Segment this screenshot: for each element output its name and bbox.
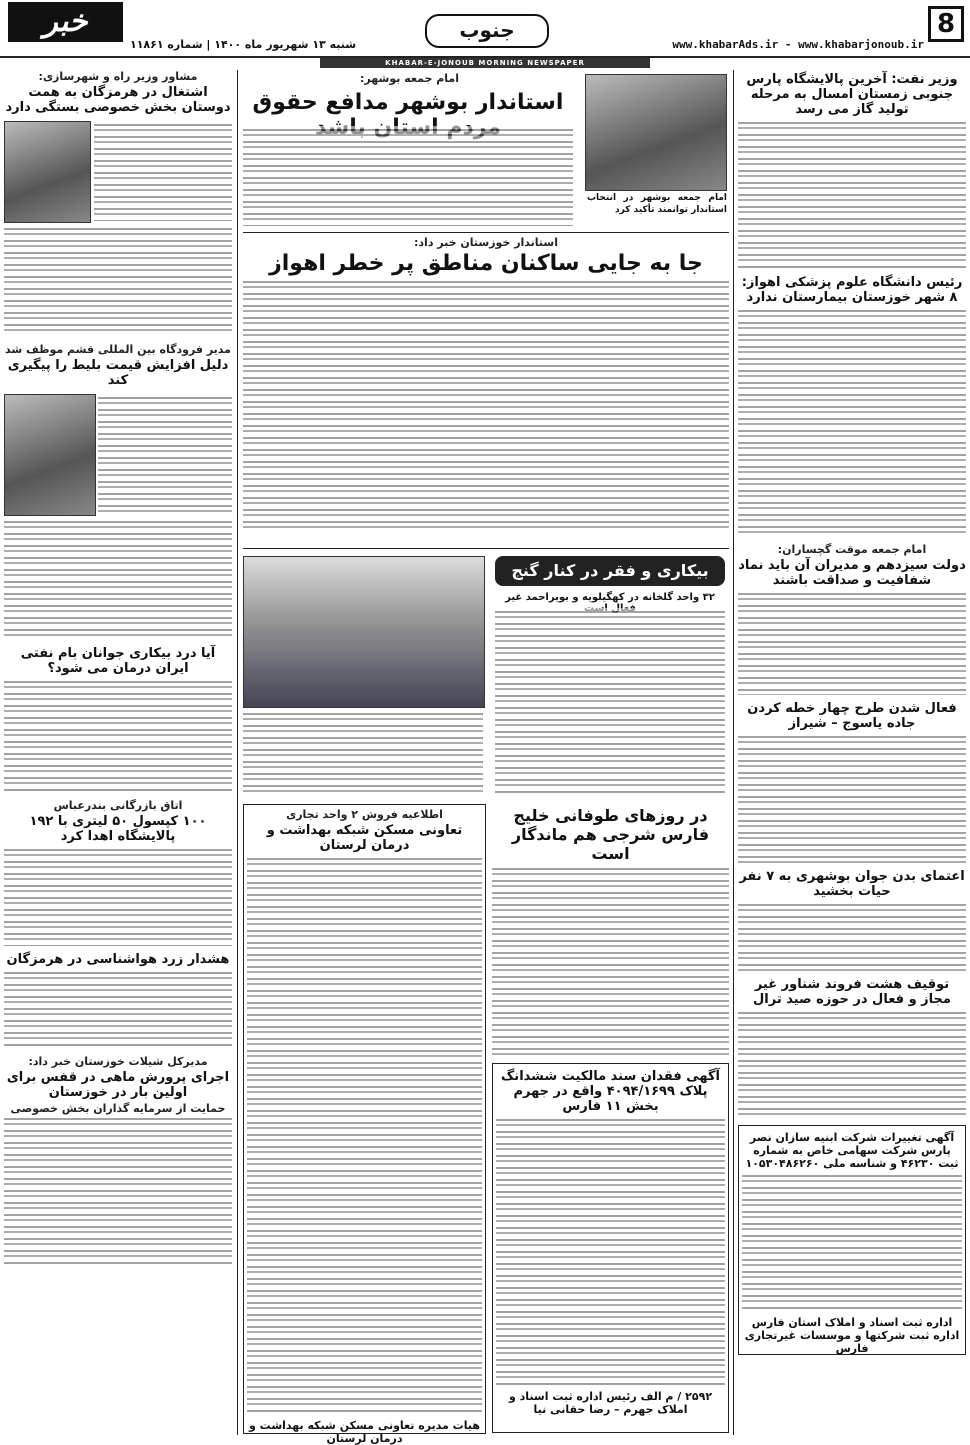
kicker: امام جمعه بوشهر: bbox=[360, 72, 459, 85]
headline: دلیل افزایش قیمت بلیط را پیگیری کند bbox=[7, 358, 229, 388]
notice-signature: هیات مدیره تعاونی مسکن شبکه بهداشت و درمان لرستان bbox=[249, 1419, 480, 1445]
article-body bbox=[4, 518, 232, 638]
right-column bbox=[738, 70, 966, 1438]
headline: فعال شدن طرح چهار خطه کردن جاده یاسوج – شیراز bbox=[747, 701, 957, 731]
greenhouse-story bbox=[243, 552, 729, 800]
article-body bbox=[492, 865, 729, 1055]
section-label: جنوب bbox=[425, 14, 549, 48]
article-body bbox=[4, 225, 232, 335]
notice-title: آگهی تغییرات شرکت ابنیه سازان نصر پارس شرکت سهامی خاص به شماره ثبت ۴۶۲۳۰ و شناسه ملی ۱۰۵۳۰۴۸۶۲۶۰ bbox=[745, 1131, 959, 1170]
story-block bbox=[4, 390, 232, 640]
website-urls[interactable]: www.khabarAds.ir - www.khabarjonoub.ir bbox=[672, 38, 924, 51]
article-body bbox=[94, 121, 232, 221]
notice-title: آگهی فقدان سند مالکیت ششدانگ پلاک ۴۰۹۴/۱۶۹۹ واقع در جهرم بخش ۱۱ فارس bbox=[501, 1069, 720, 1114]
article-body bbox=[495, 608, 725, 796]
headline: اشتغال در هرمزگان به همت دوستان بخش خصوصی بستگی دارد bbox=[5, 85, 231, 115]
kicker: مشاور وزیر راه و شهرسازی: bbox=[38, 70, 198, 83]
headline: هشدار زرد هواشناسی در هرمزگان bbox=[6, 952, 230, 967]
kicker: مدیرکل شیلات خوزستان خبر داد: bbox=[28, 1055, 208, 1068]
headline-banner: بیکاری و فقر در کنار گنج bbox=[495, 556, 725, 586]
notice-signature: ۲۵۹۲ / م الف رئیس اداره ثبت اسناد و املاک جهرم – رضا حقانی نیا bbox=[508, 1390, 713, 1416]
article-body bbox=[243, 278, 729, 528]
photo-portrait bbox=[4, 121, 91, 223]
article-body bbox=[4, 969, 232, 1049]
kicker: اتاق بازرگانی بندرعباس bbox=[53, 799, 183, 812]
english-strap: KHABAR-E-JONOUB MORNING NEWSPAPER bbox=[320, 58, 650, 68]
kicker: امام جمعه موقت گچساران: bbox=[777, 543, 927, 556]
article-body bbox=[738, 1009, 966, 1119]
article-body bbox=[4, 678, 232, 793]
article-body bbox=[4, 846, 232, 946]
kicker: استاندار خوزستان خبر داد: bbox=[414, 236, 558, 249]
column-divider bbox=[237, 70, 238, 1435]
left-column bbox=[4, 70, 232, 1438]
article-body bbox=[738, 119, 966, 269]
dateline: شنبه ۱۳ شهریور ماه ۱۴۰۰ | شماره ۱۱۸۶۱ bbox=[130, 38, 357, 51]
legal-notice-box bbox=[738, 1125, 966, 1355]
page-number: 8 bbox=[928, 6, 964, 42]
section-rule bbox=[243, 232, 729, 233]
newspaper-logo: خبر bbox=[8, 2, 123, 42]
headline: اجرای پرورش ماهی در قفس برای اولین بار در خوزستان bbox=[6, 1070, 230, 1100]
article-body bbox=[738, 733, 966, 863]
subtitle: حمایت از سرمایه گذاران بخش خصوصی bbox=[10, 1102, 226, 1115]
center-lower-right bbox=[492, 804, 729, 1438]
masthead bbox=[0, 0, 970, 58]
headline: آیا درد بیکاری جوانان بام نفتی ایران درمان می شود؟ bbox=[20, 646, 216, 676]
headline: توقیف هشت فروند شناور غیر مجاز و فعال در حوزه صید ترال bbox=[753, 977, 951, 1007]
photo-greenhouse bbox=[243, 556, 485, 708]
headline: در روزهای طوفانی خلیج فارس شرجی هم ماندگار است bbox=[511, 806, 710, 863]
headline: وزیر نفت: آخرین پالایشگاه پارس جنوبی زمستان امسال به مرحله تولید گاز می رسد bbox=[746, 72, 958, 117]
kicker: اطلاعیه فروش ۲ واحد تجاری bbox=[286, 808, 443, 821]
photo-portrait bbox=[4, 394, 96, 516]
headline: دولت سیزدهم و مدیران آن باید نماد شفافیت و صداقت باشند bbox=[738, 558, 966, 588]
photo-imam bbox=[585, 74, 727, 191]
notice-footer: اداره ثبت اسناد و املاک استان فارس اداره ثبت شرکتها و موسسات غیرتجاری فارس bbox=[744, 1316, 960, 1355]
headline: استاندار بوشهر مدافع حقوق bbox=[252, 90, 564, 115]
headline: اعتمای بدن جوان بوشهری به ۷ نفر حیات بخشید bbox=[739, 869, 965, 899]
tender-notice bbox=[243, 804, 486, 1445]
article-body bbox=[738, 901, 966, 971]
section-rule bbox=[243, 548, 729, 549]
notice-body bbox=[247, 855, 482, 1415]
notice-body bbox=[496, 1116, 725, 1386]
story-block bbox=[4, 117, 232, 337]
article-body bbox=[4, 1115, 232, 1265]
notice-title: تعاونی مسکن شبکه بهداشت و درمان لرستان bbox=[266, 823, 463, 853]
notice-body bbox=[742, 1172, 962, 1312]
masthead-rule bbox=[0, 56, 970, 58]
headline: رئیس دانشگاه علوم پزشکی اهواز: ۸ شهر خوزستان بیمارستان ندارد bbox=[741, 275, 963, 305]
subtitle: ۳۲ واحد گلخانه در کهگیلویه و بویراحمد غیر bbox=[505, 592, 715, 603]
top-story bbox=[243, 70, 729, 230]
article-body bbox=[738, 307, 966, 537]
article-body bbox=[738, 590, 966, 695]
article-body bbox=[98, 394, 232, 514]
photo-caption: امام جمعه بوشهر در انتخاب استاندار توانمند تأکید کرد bbox=[587, 193, 727, 215]
headline: ۱۰۰ کپسول ۵۰ لیتری با ۱۹۲ پالایشگاه اهدا کرد bbox=[29, 814, 207, 844]
article-body bbox=[243, 710, 483, 796]
column-divider bbox=[733, 70, 734, 1435]
deed-loss-notice bbox=[492, 1063, 729, 1433]
article-body bbox=[243, 126, 573, 226]
kicker: مدیر فرودگاه بین المللی قشم موظف شد bbox=[5, 343, 231, 356]
mid-story bbox=[243, 236, 729, 546]
headline: جا به جایی ساکنان مناطق پر خطر اهواز bbox=[269, 251, 703, 276]
